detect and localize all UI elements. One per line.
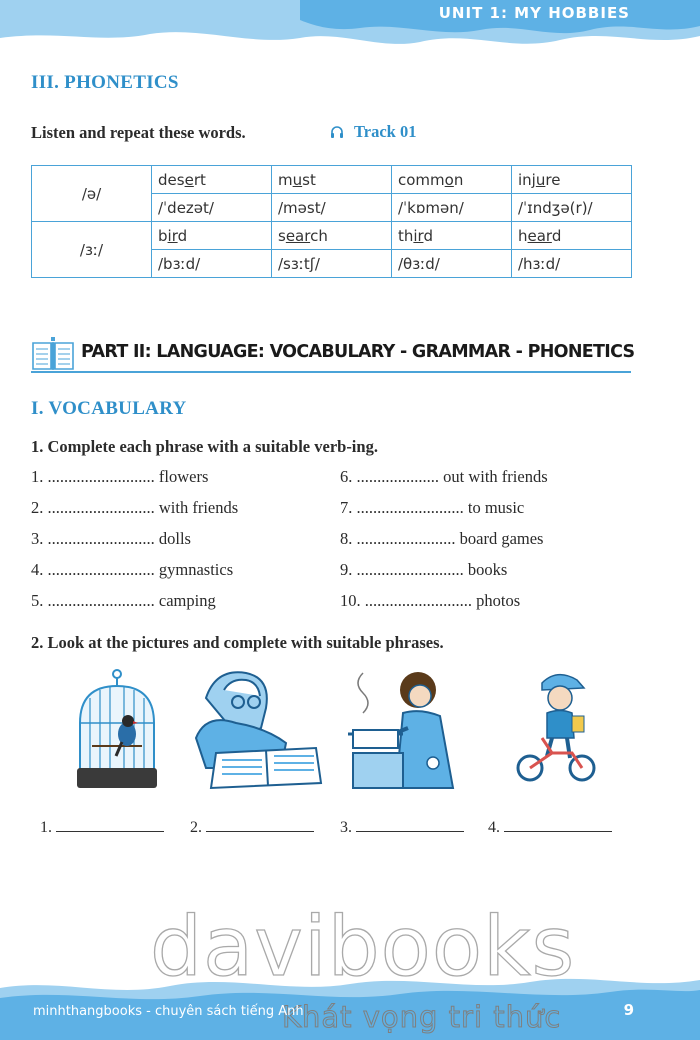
table-row [32, 222, 632, 250]
unit-title: UNIT 1: MY HOBBIES [438, 4, 630, 22]
list-row [31, 529, 641, 553]
headphones-icon [330, 125, 344, 139]
bird-in-cage-icon [72, 668, 162, 793]
part2-title: PART II: LANGUAGE: VOCABULARY - GRAMMAR - PHONETICS [81, 342, 635, 362]
table-cell-ipa: /ˈɪndʒə(r)/ [512, 194, 632, 222]
list-item: 8. ........................ board games [340, 529, 544, 548]
table-row [32, 166, 632, 194]
exercise-1-instruction: 1. Complete each phrase with a suitable verb-ing. [31, 437, 378, 456]
boy-cycling-icon [512, 668, 602, 793]
list-row [31, 498, 641, 522]
table-cell-word: search [272, 222, 392, 250]
table-cell-ipa: /ˈkɒmən/ [392, 194, 512, 222]
answer-blank[interactable]: 3. [340, 818, 464, 837]
table-cell-ipa: /bɜːd/ [152, 250, 272, 278]
list-item: 1. .......................... flowers [31, 467, 209, 486]
phonetics-table [31, 165, 632, 278]
answer-blank[interactable]: 1. [40, 818, 164, 837]
table-cell-ipa: /θɜːd/ [392, 250, 512, 278]
list-item: 9. .......................... books [340, 560, 508, 579]
phonetic-symbol: /ə/ [32, 166, 152, 222]
answer-blank[interactable]: 4. [488, 818, 612, 837]
list-row [31, 467, 641, 491]
list-item: 2. .......................... with friends [31, 498, 239, 517]
table-cell-word: heard [512, 222, 632, 250]
list-row [31, 591, 641, 615]
part2-header [31, 335, 635, 373]
phonetics-title: III. PHONETICS [31, 72, 179, 93]
table-cell-ipa: /ˈdezət/ [152, 194, 272, 222]
list-item: 10. .......................... photos [340, 591, 521, 610]
woman-cooking-icon [348, 668, 463, 793]
watermark-slogan: Khát vọng tri thức [282, 1000, 562, 1034]
footer-publisher: minhthangbooks - chuyên sách tiếng Anh [33, 1004, 304, 1019]
open-book-icon [31, 337, 75, 371]
watermark-brand: davibooks [150, 900, 576, 995]
table-cell-word: injure [512, 166, 632, 194]
exercise-2-instruction: 2. Look at the pictures and complete with suitable phrases. [31, 633, 444, 652]
list-item: 4. .......................... gymnastics [31, 560, 234, 579]
list-item: 3. .......................... dolls [31, 529, 191, 548]
table-cell-word: bird [152, 222, 272, 250]
page-number: 9 [623, 1001, 634, 1019]
phonetics-instruction: Listen and repeat these words. [31, 123, 246, 142]
table-cell-word: desert [152, 166, 272, 194]
table-cell-word: must [272, 166, 392, 194]
list-item: 6. .................... out with friends [340, 467, 548, 486]
list-item: 5. .......................... camping [31, 591, 216, 610]
table-cell-word: third [392, 222, 512, 250]
list-item: 7. .......................... to music [340, 498, 525, 517]
table-cell-word: common [392, 166, 512, 194]
answer-blank[interactable]: 2. [190, 818, 314, 837]
man-reading-book-icon [186, 668, 326, 793]
table-cell-ipa: /sɜːtʃ/ [272, 250, 392, 278]
table-cell-ipa: /hɜːd/ [512, 250, 632, 278]
vocabulary-title: I. VOCABULARY [31, 398, 187, 419]
table-cell-ipa: /məst/ [272, 194, 392, 222]
phonetic-symbol: /ɜː/ [32, 222, 152, 278]
list-row [31, 560, 641, 584]
track-label[interactable] [330, 122, 416, 142]
track-text: Track 01 [354, 122, 417, 141]
